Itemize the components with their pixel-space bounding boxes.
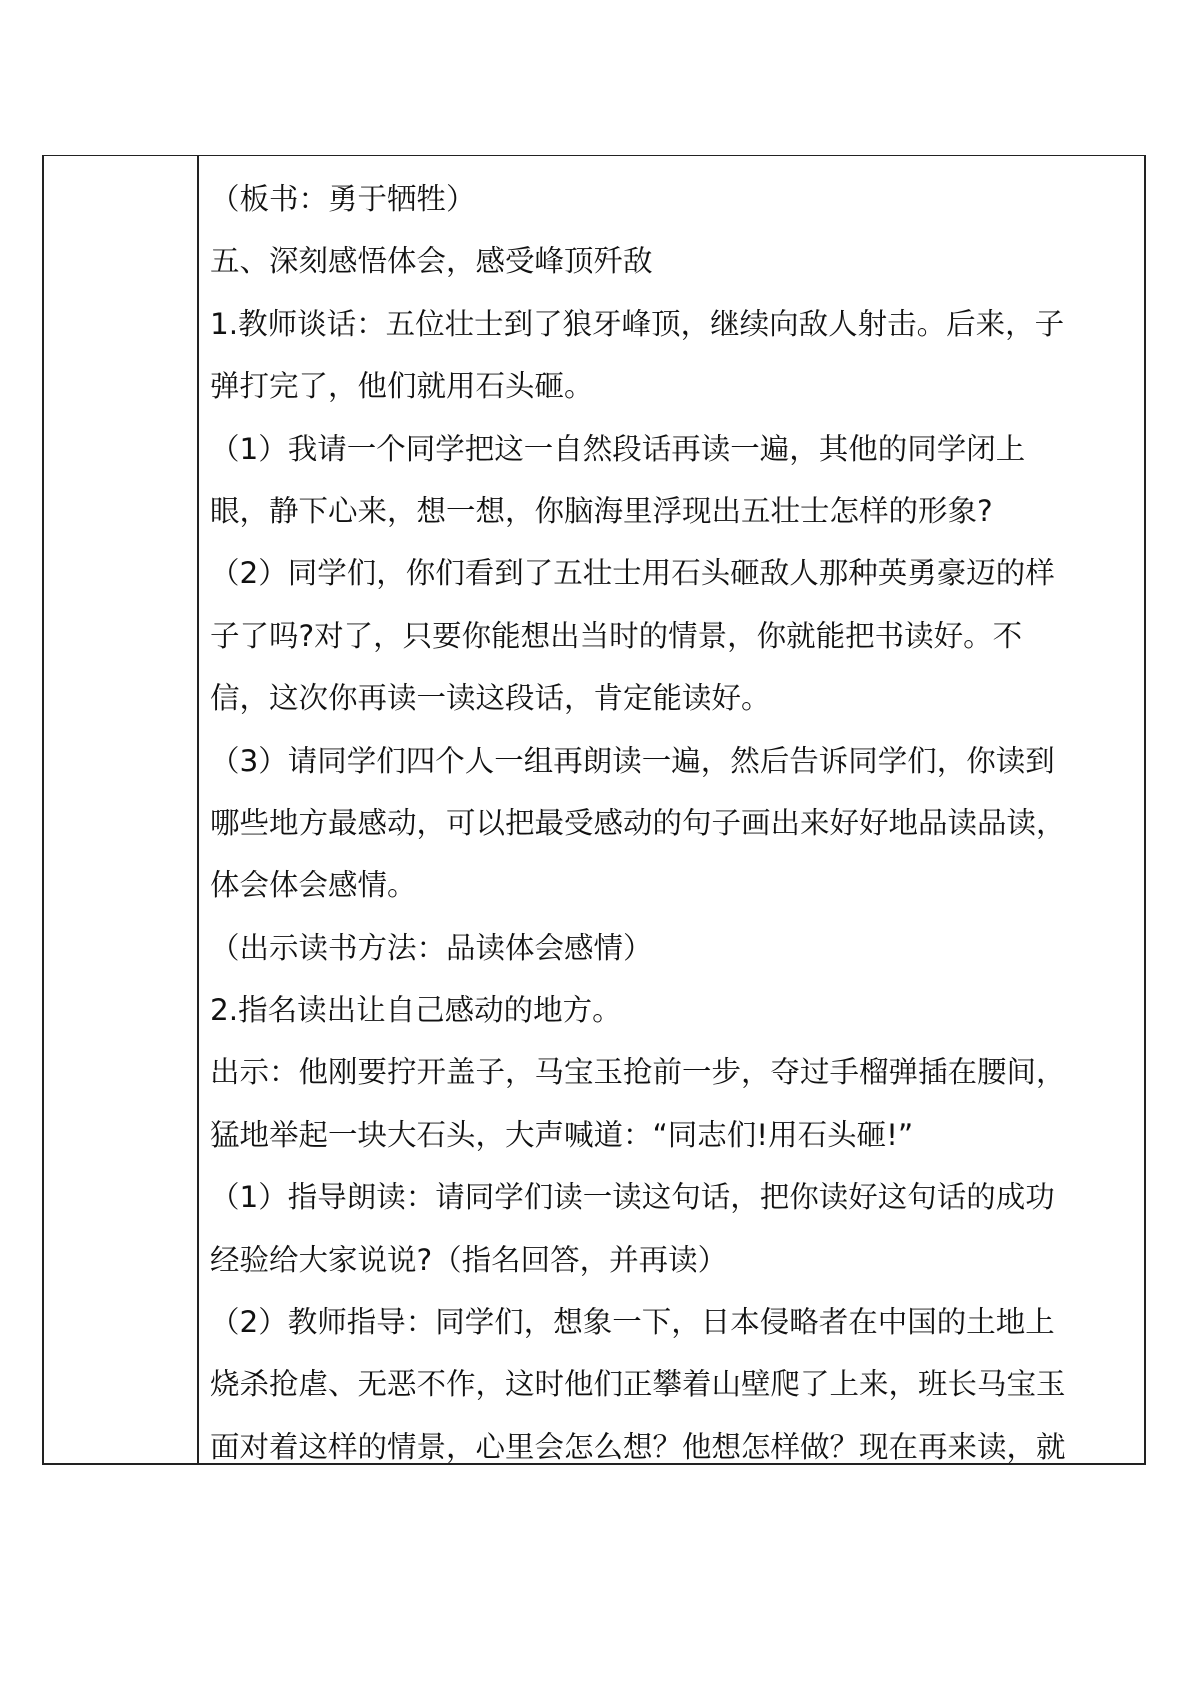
text-line: （2）同学们，你们看到了五壮士用石头砸敌人那种英勇豪迈的样 — [210, 556, 1055, 591]
text-line: （出示读书方法：品读体会感情） — [210, 930, 653, 965]
text-line: 出示：他刚要拧开盖子，马宝玉抢前一步，夺过手榴弹插在腰间， — [210, 1055, 1066, 1090]
table-left-cell — [44, 156, 199, 1463]
text-line: 经验给大家说说?（指名回答，并再读） — [210, 1242, 728, 1277]
text-line: （板书：勇于牺牲） — [210, 182, 476, 216]
text-line: 1.教师谈话：五位壮士到了狼牙峰顶，继续向敌人射击。后来，子 — [210, 306, 1065, 341]
text-line: 2.指名读出让自己感动的地方。 — [210, 993, 622, 1028]
text-line: （1）我请一个同学把这一自然段话再读一遍，其他的同学闭上 — [210, 431, 1026, 466]
text-line: 体会体会感情。 — [210, 868, 417, 903]
lesson-plan-table — [42, 155, 1146, 1465]
text-line: 烧杀抢虐、无恶不作，这时他们正攀着山壁爬了上来，班长马宝玉 — [210, 1367, 1066, 1402]
table-content-cell — [199, 156, 1144, 1463]
text-line: 眼，静下心来，想一想，你脑海里浮现出五壮士怎样的形象? — [210, 493, 993, 528]
text-line: （3）请同学们四个人一组再朗读一遍，然后告诉同学们，你读到 — [210, 743, 1055, 778]
text-line: （2）教师指导：同学们，想象一下，日本侵略者在中国的土地上 — [210, 1305, 1055, 1340]
text-line: 弹打完了，他们就用石头砸。 — [210, 369, 594, 404]
text-line: 哪些地方最感动，可以把最受感动的句子画出来好好地品读品读， — [210, 805, 1066, 840]
text-line: （1）指导朗读：请同学们读一读这句话，把你读好这句话的成功 — [210, 1180, 1055, 1215]
text-line: 猛地举起一块大石头，大声喊道：“同志们!用石头砸!” — [210, 1117, 914, 1152]
text-line: 五、深刻感悟体会，感受峰顶歼敌 — [210, 244, 653, 279]
text-line: 子了吗?对了，只要你能想出当时的情景，你就能把书读好。不 — [210, 618, 1023, 653]
text-line: 面对着这样的情景，心里会怎么想？他想怎样做？现在再来读，就 — [210, 1429, 1066, 1463]
text-line: 信，这次你再读一读这段话，肯定能读好。 — [210, 681, 771, 716]
